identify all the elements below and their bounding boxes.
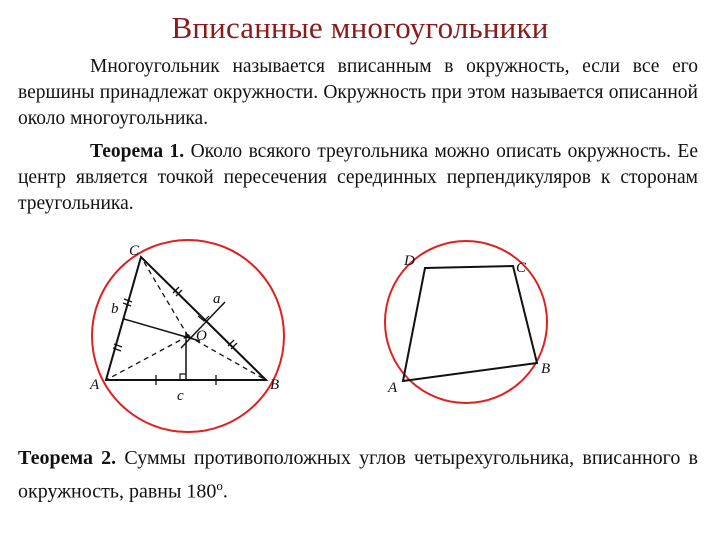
theorem2-text: Суммы противоположных углов четырехугольника, вписанного в окружность, равны 180	[18, 447, 698, 503]
center-point-o	[186, 334, 190, 338]
definition-text: Многоугольник называется вписанным в окружность, если все его вершины принадлежат окружности. Окружность при этом называется описанной около многоугольника.	[18, 56, 698, 129]
page-title: Вписанные многоугольники	[171, 10, 549, 45]
figure-triangle	[89, 240, 284, 432]
label-vertex-b2: B	[541, 361, 551, 377]
label-vertex-a: A	[90, 377, 100, 393]
theorem2-paragraph	[18, 444, 698, 506]
label-vertex-b: B	[270, 377, 280, 393]
label-center-o: O	[196, 328, 207, 344]
quadrilateral-abcd	[403, 266, 537, 381]
figure-quadrilateral	[385, 241, 550, 403]
theorem2-end: .	[222, 480, 228, 503]
label-vertex-a2: A	[388, 380, 398, 396]
label-vertex-d: D	[404, 253, 415, 269]
theorem1-label: Теорема 1.	[90, 141, 185, 162]
label-vertex-c: C	[129, 243, 140, 259]
degree-symbol: o	[216, 478, 223, 493]
theorem1-text: Около всякого треугольника можно описать окружность. Ее центр является точкой пересечения серединных перпендикуляров к сторонам треугольника.	[18, 141, 698, 214]
theorem2-label: Теорема 2.	[18, 447, 117, 469]
label-bisector-b: b	[111, 301, 119, 317]
label-bisector-c: c	[177, 388, 184, 404]
label-vertex-c2: C	[516, 260, 527, 276]
bisector-b	[124, 319, 200, 341]
label-bisector-a: a	[213, 291, 221, 307]
radius-oa	[106, 336, 188, 380]
